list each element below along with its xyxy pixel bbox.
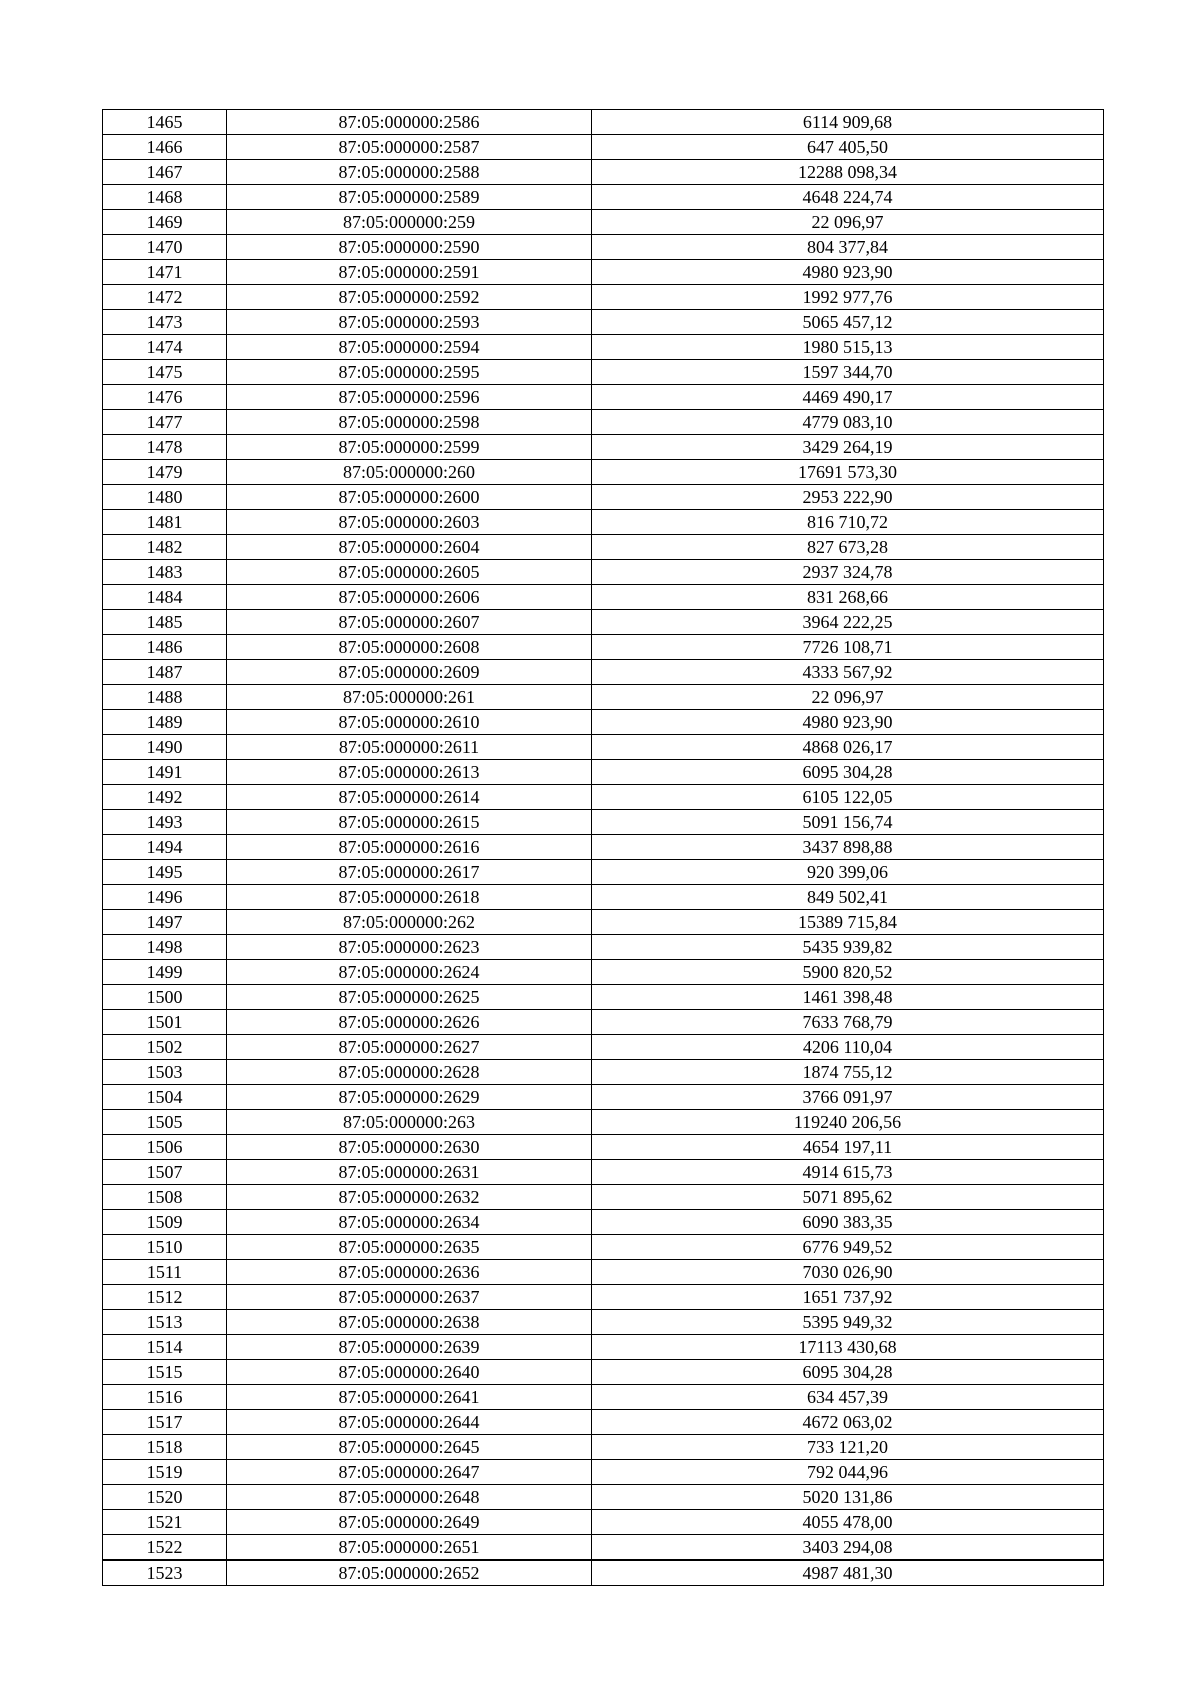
cadastral-value-table: [102, 109, 1104, 1586]
cadastral-value-cell: 5065 457,12: [592, 310, 1104, 335]
cadastral-number-cell: 87:05:000000:2634: [227, 1210, 592, 1235]
cadastral-number-cell: 87:05:000000:2627: [227, 1035, 592, 1060]
row-number-cell: 1484: [103, 585, 227, 610]
cadastral-number-cell: 87:05:000000:2589: [227, 185, 592, 210]
table-row: [103, 1135, 1104, 1160]
row-number-cell: 1508: [103, 1185, 227, 1210]
table-row: [103, 685, 1104, 710]
table-row: [103, 1485, 1104, 1510]
row-number-cell: 1488: [103, 685, 227, 710]
cadastral-number-cell: 87:05:000000:2641: [227, 1385, 592, 1410]
cadastral-value-cell: 647 405,50: [592, 135, 1104, 160]
cadastral-number-cell: 87:05:000000:262: [227, 910, 592, 935]
cadastral-value-cell: 816 710,72: [592, 510, 1104, 535]
table-row: [103, 1160, 1104, 1185]
row-number-cell: 1518: [103, 1435, 227, 1460]
cadastral-number-cell: 87:05:000000:2596: [227, 385, 592, 410]
row-number-cell: 1492: [103, 785, 227, 810]
table-row: [103, 985, 1104, 1010]
cadastral-number-cell: 87:05:000000:2637: [227, 1285, 592, 1310]
cadastral-number-cell: 87:05:000000:2645: [227, 1435, 592, 1460]
cadastral-value-cell: 1980 515,13: [592, 335, 1104, 360]
cadastral-number-cell: 87:05:000000:2592: [227, 285, 592, 310]
cadastral-value-cell: 5395 949,32: [592, 1310, 1104, 1335]
table-row: [103, 1285, 1104, 1310]
cadastral-number-cell: 87:05:000000:2632: [227, 1185, 592, 1210]
cadastral-value-cell: 4055 478,00: [592, 1510, 1104, 1535]
cadastral-number-cell: 87:05:000000:2640: [227, 1360, 592, 1385]
row-number-cell: 1469: [103, 210, 227, 235]
row-number-cell: 1494: [103, 835, 227, 860]
cadastral-value-cell: 22 096,97: [592, 685, 1104, 710]
table-row: [103, 385, 1104, 410]
table-row: [103, 935, 1104, 960]
row-number-cell: 1499: [103, 960, 227, 985]
row-number-cell: 1482: [103, 535, 227, 560]
cadastral-value-cell: 5020 131,86: [592, 1485, 1104, 1510]
row-number-cell: 1468: [103, 185, 227, 210]
row-number-cell: 1471: [103, 260, 227, 285]
cadastral-number-cell: 87:05:000000:260: [227, 460, 592, 485]
table-row: [103, 1385, 1104, 1410]
table-row: [103, 285, 1104, 310]
row-number-cell: 1487: [103, 660, 227, 685]
table-row: [103, 1360, 1104, 1385]
table-row: [103, 1010, 1104, 1035]
cadastral-value-cell: 5071 895,62: [592, 1185, 1104, 1210]
table-row: [103, 210, 1104, 235]
cadastral-number-cell: 87:05:000000:2631: [227, 1160, 592, 1185]
row-number-cell: 1486: [103, 635, 227, 660]
row-number-cell: 1522: [103, 1535, 227, 1561]
row-number-cell: 1509: [103, 1210, 227, 1235]
cadastral-number-cell: 87:05:000000:2600: [227, 485, 592, 510]
cadastral-number-cell: 87:05:000000:2649: [227, 1510, 592, 1535]
cadastral-value-cell: 3403 294,08: [592, 1535, 1104, 1561]
row-number-cell: 1478: [103, 435, 227, 460]
cadastral-value-cell: 3429 264,19: [592, 435, 1104, 460]
cadastral-number-cell: 87:05:000000:2616: [227, 835, 592, 860]
cadastral-value-cell: 6095 304,28: [592, 1360, 1104, 1385]
table-row: [103, 260, 1104, 285]
row-number-cell: 1476: [103, 385, 227, 410]
cadastral-number-cell: 87:05:000000:2623: [227, 935, 592, 960]
cadastral-value-cell: 119240 206,56: [592, 1110, 1104, 1135]
cadastral-value-cell: 827 673,28: [592, 535, 1104, 560]
cadastral-value-cell: 733 121,20: [592, 1435, 1104, 1460]
cadastral-number-cell: 87:05:000000:2611: [227, 735, 592, 760]
cadastral-value-cell: 3766 091,97: [592, 1085, 1104, 1110]
row-number-cell: 1510: [103, 1235, 227, 1260]
cadastral-value-cell: 4648 224,74: [592, 185, 1104, 210]
table-row: [103, 1410, 1104, 1435]
row-number-cell: 1523: [103, 1560, 227, 1586]
row-number-cell: 1505: [103, 1110, 227, 1135]
cadastral-number-cell: 87:05:000000:2630: [227, 1135, 592, 1160]
table-row: [103, 485, 1104, 510]
cadastral-value-cell: 5435 939,82: [592, 935, 1104, 960]
row-number-cell: 1473: [103, 310, 227, 335]
cadastral-value-cell: 7030 026,90: [592, 1260, 1104, 1285]
cadastral-number-cell: 87:05:000000:2593: [227, 310, 592, 335]
row-number-cell: 1519: [103, 1460, 227, 1485]
row-number-cell: 1470: [103, 235, 227, 260]
cadastral-value-cell: 5091 156,74: [592, 810, 1104, 835]
cadastral-value-cell: 831 268,66: [592, 585, 1104, 610]
cadastral-number-cell: 87:05:000000:2594: [227, 335, 592, 360]
cadastral-number-cell: 87:05:000000:2615: [227, 810, 592, 835]
cadastral-value-cell: 1597 344,70: [592, 360, 1104, 385]
row-number-cell: 1485: [103, 610, 227, 635]
cadastral-number-cell: 87:05:000000:2644: [227, 1410, 592, 1435]
cadastral-number-cell: 87:05:000000:2635: [227, 1235, 592, 1260]
row-number-cell: 1466: [103, 135, 227, 160]
cadastral-value-cell: 4654 197,11: [592, 1135, 1104, 1160]
cadastral-number-cell: 87:05:000000:2599: [227, 435, 592, 460]
cadastral-number-cell: 87:05:000000:2639: [227, 1335, 592, 1360]
table-row: [103, 135, 1104, 160]
table-row: [103, 835, 1104, 860]
cadastral-number-cell: 87:05:000000:263: [227, 1110, 592, 1135]
cadastral-value-cell: 1461 398,48: [592, 985, 1104, 1010]
row-number-cell: 1472: [103, 285, 227, 310]
cadastral-number-cell: 87:05:000000:2648: [227, 1485, 592, 1510]
cadastral-value-cell: 920 399,06: [592, 860, 1104, 885]
cadastral-number-cell: 87:05:000000:2624: [227, 960, 592, 985]
table-row: [103, 885, 1104, 910]
cadastral-number-cell: 87:05:000000:2605: [227, 560, 592, 585]
cadastral-number-cell: 87:05:000000:2603: [227, 510, 592, 535]
cadastral-number-cell: 87:05:000000:2606: [227, 585, 592, 610]
cadastral-number-cell: 87:05:000000:2607: [227, 610, 592, 635]
cadastral-value-cell: 1992 977,76: [592, 285, 1104, 310]
cadastral-value-cell: 1651 737,92: [592, 1285, 1104, 1310]
table-row: [103, 860, 1104, 885]
cadastral-number-cell: 87:05:000000:2629: [227, 1085, 592, 1110]
cadastral-number-cell: 87:05:000000:2636: [227, 1260, 592, 1285]
table-row: [103, 1260, 1104, 1285]
row-number-cell: 1467: [103, 160, 227, 185]
cadastral-number-cell: 87:05:000000:2617: [227, 860, 592, 885]
row-number-cell: 1507: [103, 1160, 227, 1185]
table-row: [103, 360, 1104, 385]
cadastral-value-cell: 4980 923,90: [592, 260, 1104, 285]
cadastral-value-cell: 4333 567,92: [592, 660, 1104, 685]
cadastral-value-cell: 4672 063,02: [592, 1410, 1104, 1435]
cadastral-number-cell: 87:05:000000:2626: [227, 1010, 592, 1035]
table-row: [103, 1035, 1104, 1060]
table-row: [103, 235, 1104, 260]
cadastral-value-cell: 4980 923,90: [592, 710, 1104, 735]
cadastral-value-cell: 2953 222,90: [592, 485, 1104, 510]
cadastral-number-cell: 87:05:000000:2609: [227, 660, 592, 685]
table-row: [103, 1560, 1104, 1586]
table-row: [103, 1110, 1104, 1135]
cadastral-number-cell: 87:05:000000:259: [227, 210, 592, 235]
cadastral-number-cell: 87:05:000000:2586: [227, 110, 592, 135]
table-row: [103, 760, 1104, 785]
row-number-cell: 1506: [103, 1135, 227, 1160]
table-row: [103, 1335, 1104, 1360]
row-number-cell: 1490: [103, 735, 227, 760]
table-row: [103, 510, 1104, 535]
cadastral-value-cell: 4987 481,30: [592, 1560, 1104, 1586]
table-row: [103, 960, 1104, 985]
table-row: [103, 1085, 1104, 1110]
row-number-cell: 1493: [103, 810, 227, 835]
row-number-cell: 1512: [103, 1285, 227, 1310]
row-number-cell: 1513: [103, 1310, 227, 1335]
row-number-cell: 1503: [103, 1060, 227, 1085]
table-row: [103, 1435, 1104, 1460]
row-number-cell: 1520: [103, 1485, 227, 1510]
table-row: [103, 610, 1104, 635]
row-number-cell: 1511: [103, 1260, 227, 1285]
table-row: [103, 460, 1104, 485]
cadastral-number-cell: 87:05:000000:2652: [227, 1560, 592, 1586]
row-number-cell: 1497: [103, 910, 227, 935]
row-number-cell: 1514: [103, 1335, 227, 1360]
row-number-cell: 1477: [103, 410, 227, 435]
cadastral-number-cell: 87:05:000000:2613: [227, 760, 592, 785]
row-number-cell: 1481: [103, 510, 227, 535]
cadastral-value-cell: 4868 026,17: [592, 735, 1104, 760]
cadastral-number-cell: 87:05:000000:2588: [227, 160, 592, 185]
row-number-cell: 1498: [103, 935, 227, 960]
cadastral-value-cell: 5900 820,52: [592, 960, 1104, 985]
cadastral-value-cell: 6114 909,68: [592, 110, 1104, 135]
table-row: [103, 810, 1104, 835]
table-row: [103, 585, 1104, 610]
table-row: [103, 635, 1104, 660]
table-row: [103, 710, 1104, 735]
row-number-cell: 1495: [103, 860, 227, 885]
cadastral-value-cell: 849 502,41: [592, 885, 1104, 910]
table-row: [103, 910, 1104, 935]
table-row: [103, 1185, 1104, 1210]
row-number-cell: 1500: [103, 985, 227, 1010]
table-row: [103, 1510, 1104, 1535]
table-row: [103, 185, 1104, 210]
cadastral-number-cell: 87:05:000000:2587: [227, 135, 592, 160]
cadastral-number-cell: 87:05:000000:2614: [227, 785, 592, 810]
table-row: [103, 1460, 1104, 1485]
cadastral-number-cell: 87:05:000000:2598: [227, 410, 592, 435]
cadastral-number-cell: 87:05:000000:261: [227, 685, 592, 710]
cadastral-number-cell: 87:05:000000:2628: [227, 1060, 592, 1085]
cadastral-value-cell: 6095 304,28: [592, 760, 1104, 785]
cadastral-value-cell: 12288 098,34: [592, 160, 1104, 185]
row-number-cell: 1501: [103, 1010, 227, 1035]
cadastral-number-cell: 87:05:000000:2610: [227, 710, 592, 735]
table-row: [103, 535, 1104, 560]
row-number-cell: 1474: [103, 335, 227, 360]
cadastral-number-cell: 87:05:000000:2608: [227, 635, 592, 660]
row-number-cell: 1491: [103, 760, 227, 785]
table-row: [103, 335, 1104, 360]
table-row: [103, 1210, 1104, 1235]
cadastral-number-cell: 87:05:000000:2595: [227, 360, 592, 385]
table-row: [103, 1235, 1104, 1260]
cadastral-value-cell: 4914 615,73: [592, 1160, 1104, 1185]
cadastral-value-cell: 7726 108,71: [592, 635, 1104, 660]
cadastral-value-cell: 1874 755,12: [592, 1060, 1104, 1085]
table-row: [103, 560, 1104, 585]
cadastral-number-cell: 87:05:000000:2604: [227, 535, 592, 560]
cadastral-value-cell: 15389 715,84: [592, 910, 1104, 935]
table-row: [103, 1310, 1104, 1335]
table-row: [103, 660, 1104, 685]
table-row: [103, 785, 1104, 810]
cadastral-number-cell: 87:05:000000:2651: [227, 1535, 592, 1561]
cadastral-value-cell: 6090 383,35: [592, 1210, 1104, 1235]
cadastral-value-cell: 7633 768,79: [592, 1010, 1104, 1035]
table-body: [103, 110, 1104, 1586]
cadastral-number-cell: 87:05:000000:2638: [227, 1310, 592, 1335]
table-row: [103, 160, 1104, 185]
row-number-cell: 1504: [103, 1085, 227, 1110]
row-number-cell: 1483: [103, 560, 227, 585]
row-number-cell: 1475: [103, 360, 227, 385]
row-number-cell: 1496: [103, 885, 227, 910]
cadastral-number-cell: 87:05:000000:2647: [227, 1460, 592, 1485]
cadastral-value-cell: 634 457,39: [592, 1385, 1104, 1410]
table-row: [103, 1060, 1104, 1085]
row-number-cell: 1480: [103, 485, 227, 510]
cadastral-number-cell: 87:05:000000:2625: [227, 985, 592, 1010]
cadastral-value-cell: 17113 430,68: [592, 1335, 1104, 1360]
cadastral-value-cell: 4206 110,04: [592, 1035, 1104, 1060]
row-number-cell: 1516: [103, 1385, 227, 1410]
cadastral-value-cell: 4779 083,10: [592, 410, 1104, 435]
cadastral-value-cell: 6105 122,05: [592, 785, 1104, 810]
row-number-cell: 1521: [103, 1510, 227, 1535]
table-row: [103, 410, 1104, 435]
row-number-cell: 1465: [103, 110, 227, 135]
table-row: [103, 310, 1104, 335]
cadastral-value-cell: 3964 222,25: [592, 610, 1104, 635]
cadastral-value-cell: 4469 490,17: [592, 385, 1104, 410]
cadastral-value-cell: 22 096,97: [592, 210, 1104, 235]
table-row: [103, 735, 1104, 760]
cadastral-value-cell: 6776 949,52: [592, 1235, 1104, 1260]
cadastral-value-cell: 2937 324,78: [592, 560, 1104, 585]
table-row: [103, 110, 1104, 135]
row-number-cell: 1515: [103, 1360, 227, 1385]
cadastral-value-cell: 804 377,84: [592, 235, 1104, 260]
row-number-cell: 1502: [103, 1035, 227, 1060]
row-number-cell: 1517: [103, 1410, 227, 1435]
cadastral-number-cell: 87:05:000000:2618: [227, 885, 592, 910]
cadastral-value-cell: 3437 898,88: [592, 835, 1104, 860]
row-number-cell: 1479: [103, 460, 227, 485]
cadastral-number-cell: 87:05:000000:2591: [227, 260, 592, 285]
table-row: [103, 435, 1104, 460]
cadastral-number-cell: 87:05:000000:2590: [227, 235, 592, 260]
cadastral-value-cell: 792 044,96: [592, 1460, 1104, 1485]
table-row: [103, 1535, 1104, 1561]
row-number-cell: 1489: [103, 710, 227, 735]
cadastral-value-cell: 17691 573,30: [592, 460, 1104, 485]
